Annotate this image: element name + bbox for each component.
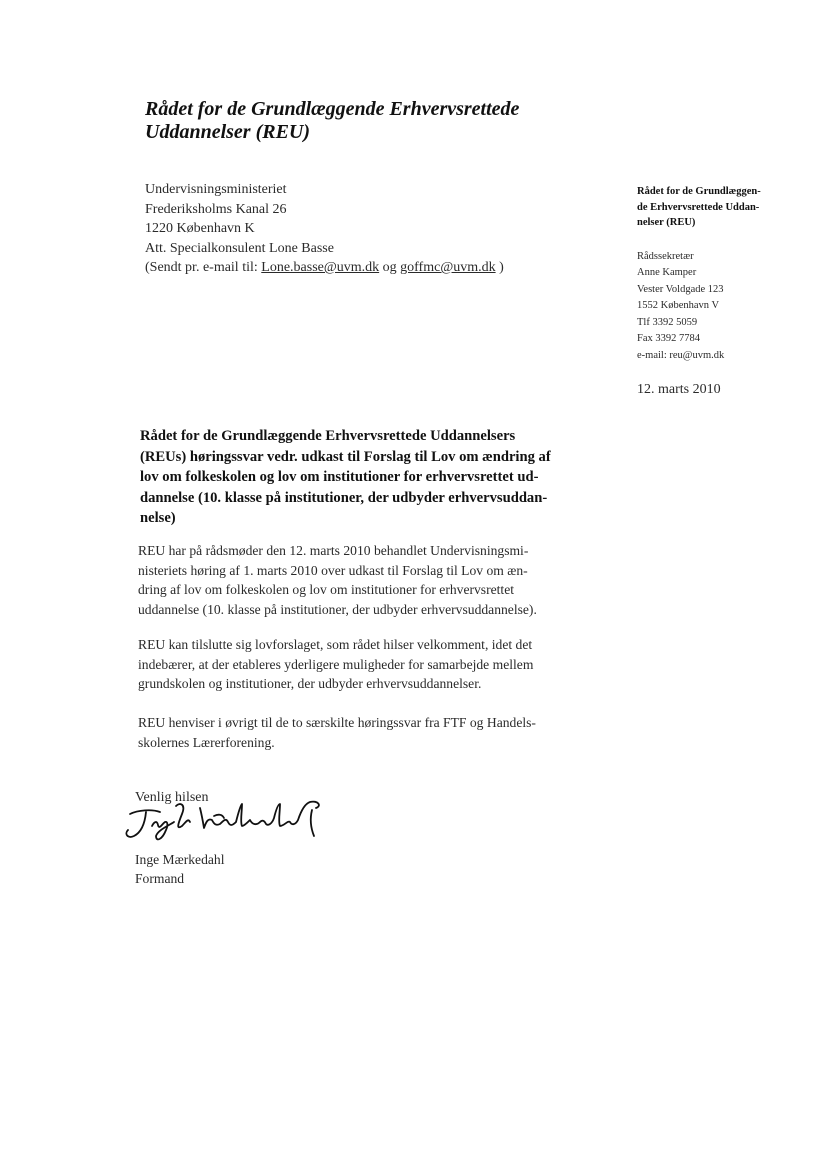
signer-name: Inge Mærkedahl	[135, 852, 225, 867]
paragraph-line: REU henviser i øvrigt til de to særskilte høringssvar fra FTF og Handels-	[138, 715, 536, 730]
sent-by-email-line	[145, 258, 504, 278]
recipient-address	[145, 180, 504, 278]
sent-prefix: (Sendt pr. e-mail til:	[145, 260, 262, 275]
organization-title-line-2: Uddannelser (REU)	[145, 121, 311, 143]
sidebar-title-line-3: nelser (REU)	[637, 217, 696, 228]
body-paragraph-1	[138, 541, 537, 619]
organization-title	[145, 98, 565, 144]
paragraph-line: REU kan tilslutte sig lovforslaget, som rådet hilser velkomment, idet det	[138, 637, 533, 652]
sidebar-fax: Fax 3392 7784	[637, 333, 700, 345]
recipient-line-3: 1220 København K	[145, 221, 255, 236]
recipient-line-1: Undervisningsministeriet	[145, 182, 287, 197]
body-paragraph-3	[138, 713, 536, 752]
subject-line-1: Rådet for de Grundlæggende Erhvervsrettede Uddannelsers	[140, 428, 516, 444]
subject-line-4: dannelse (10. klasse på institutioner, der udbyder erhvervsuddan-	[140, 489, 548, 506]
sidebar-title-line-1: Rådet for de Grundlæggen-	[637, 186, 761, 197]
sent-middle: og	[379, 260, 401, 275]
letter-date: 12. marts 2010	[637, 382, 721, 397]
paragraph-line: nisteriets høring af 1. marts 2010 over udkast til Forslag til Lov om æn-	[138, 562, 528, 578]
signer-block	[135, 850, 224, 888]
paragraph-line: dring af lov om folkeskolen og lov om institutioner for erhvervsrettet	[138, 582, 515, 597]
sidebar-street: Vester Voldgade 123	[637, 283, 724, 295]
sidebar-email: e-mail: reu@uvm.dk	[637, 350, 725, 362]
sidebar-city: 1552 København V	[637, 300, 720, 312]
organization-title-line-1: Rådet for de Grundlæggende Erhvervsrettede	[145, 98, 520, 120]
recipient-email-link-1[interactable]: Lone.basse@uvm.dk	[261, 260, 380, 275]
sidebar-phone: Tlf 3392 5059	[637, 316, 698, 328]
closing-greeting: Venlig hilsen	[135, 790, 209, 805]
sidebar-title-line-2: de Erhvervsrettede Uddan-	[637, 201, 760, 213]
sent-suffix: )	[495, 260, 504, 275]
sidebar-title	[637, 184, 797, 231]
sidebar-name: Anne Kamper	[637, 267, 697, 279]
sidebar-contact	[637, 249, 797, 365]
sender-sidebar	[637, 184, 797, 365]
subject-line-5: nelse)	[140, 510, 176, 526]
sidebar-role: Rådssekretær	[637, 250, 694, 262]
signer-title: Formand	[135, 871, 185, 886]
handwritten-signature	[118, 792, 338, 852]
paragraph-line: uddannelse (10. klasse på institutioner, der udbyder erhvervsuddannelse).	[138, 601, 537, 617]
recipient-line-2: Frederiksholms Kanal 26	[145, 201, 287, 217]
recipient-email-link-2[interactable]: goffmc@uvm.dk	[400, 260, 496, 275]
body-paragraph-2	[138, 635, 533, 694]
subject-line-3: lov om folkeskolen og lov om institutioner for erhvervsrettet ud-	[140, 469, 539, 485]
paragraph-line: grundskolen og institutioner, der udbyder erhvervsuddannelser.	[138, 676, 482, 691]
paragraph-line: skolernes Lærerforening.	[138, 734, 275, 750]
subject-line-2: (REUs) høringssvar vedr. udkast til Forslag til Lov om ændring af	[140, 448, 551, 465]
paragraph-line: indebærer, at der etableres yderligere muligheder for samarbejde mellem	[138, 656, 534, 672]
subject-heading	[140, 426, 580, 529]
paragraph-line: REU har på rådsmøder den 12. marts 2010 behandlet Undervisningsmi-	[138, 543, 529, 558]
recipient-line-4: Att. Specialkonsulent Lone Basse	[145, 240, 334, 256]
